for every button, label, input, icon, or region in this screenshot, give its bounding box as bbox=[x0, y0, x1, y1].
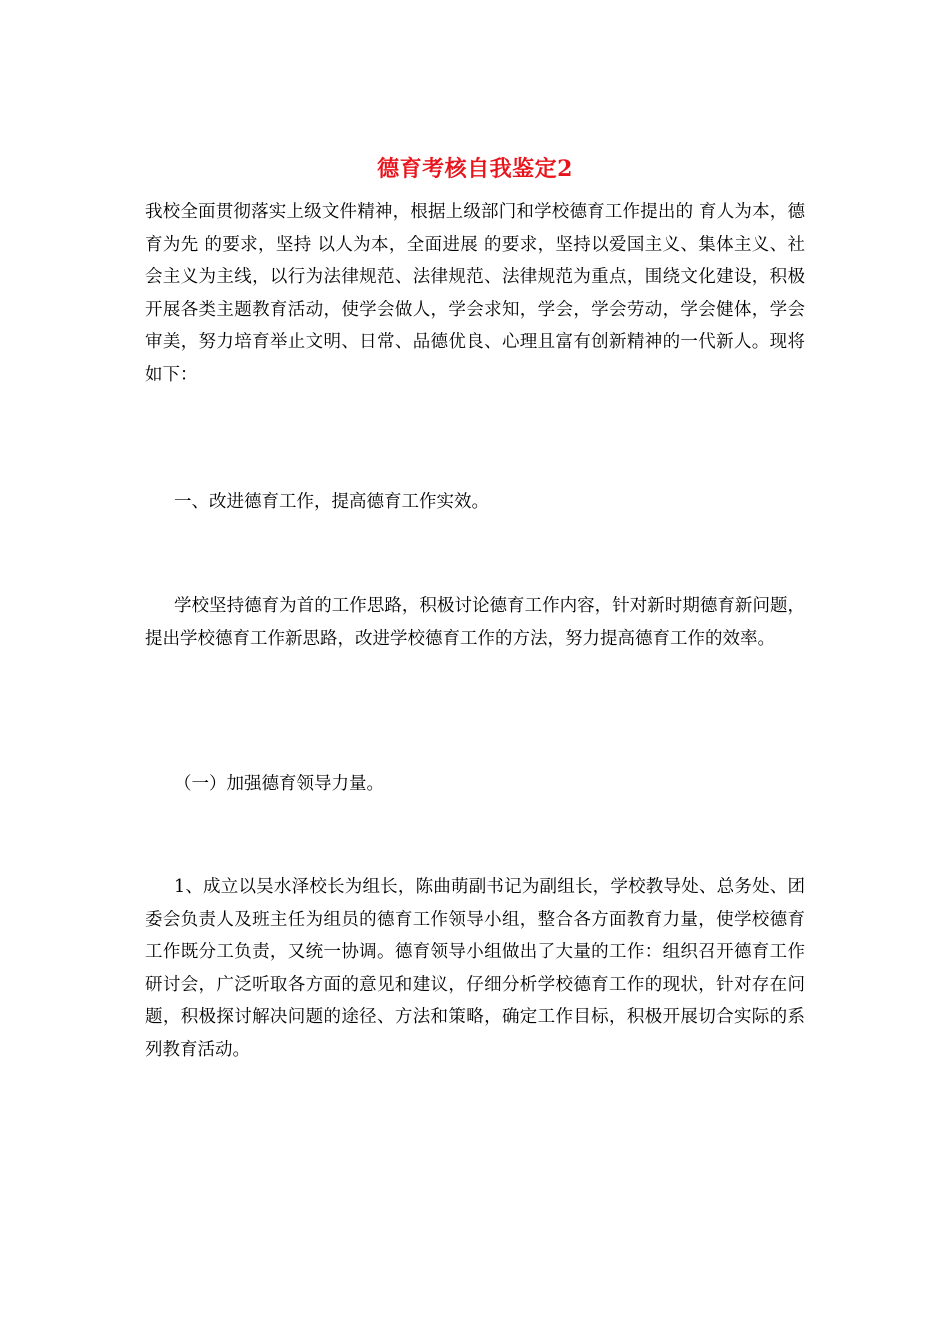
section-heading-1: 一、改进德育工作，提高德育工作实效。 bbox=[174, 492, 489, 512]
subsection-body-1: 1、成立以吴水泽校长为组长，陈曲萌副书记为副组长，学校教导处、总务处、团委会负责人及班主任为组员的德育工作领导小组，整合各方面教育力量，使学校德育工作既分工负责，又统一协调。德育领导小组做出了大量的工作：组织召开德育工作研讨会，广泛听取各方面的意见和建议，仔细分析学校德育工作的现状，针对存在问题，积极探讨解决问题的途径、方法和策略，确定工作目标，积极开展切合实际的系列教育活动。 bbox=[145, 877, 805, 1060]
section-body-1: 学校坚持德育为首的工作思路，积极讨论德育工作内容，针对新时期德育新问题，提出学校德育工作新思路，改进学校德育工作的方法，努力提高德育工作的效率。 bbox=[145, 596, 805, 649]
subsection-heading-1: （一）加强德育领导力量。 bbox=[174, 774, 384, 794]
document-title: 德育考核自我鉴定2 bbox=[377, 156, 573, 182]
intro-paragraph: 我校全面贯彻落实上级文件精神，根据上级部门和学校德育工作提出的 育人为本，德育为先 的要求，坚持 以人为本，全面进展 的要求，坚持以爱国主义、集体主义、社会主义为主线，以行为法律规范、法律规范、法律规范为重点，围绕文化建设，积极开展各类主题教育活动，使学会做人，学会求知，学会，学会劳动，学会健体，学会审美，努力培育举止文明、日常、品德优良、心理且富有创新精神的一代新人。现将如下： bbox=[145, 202, 805, 385]
